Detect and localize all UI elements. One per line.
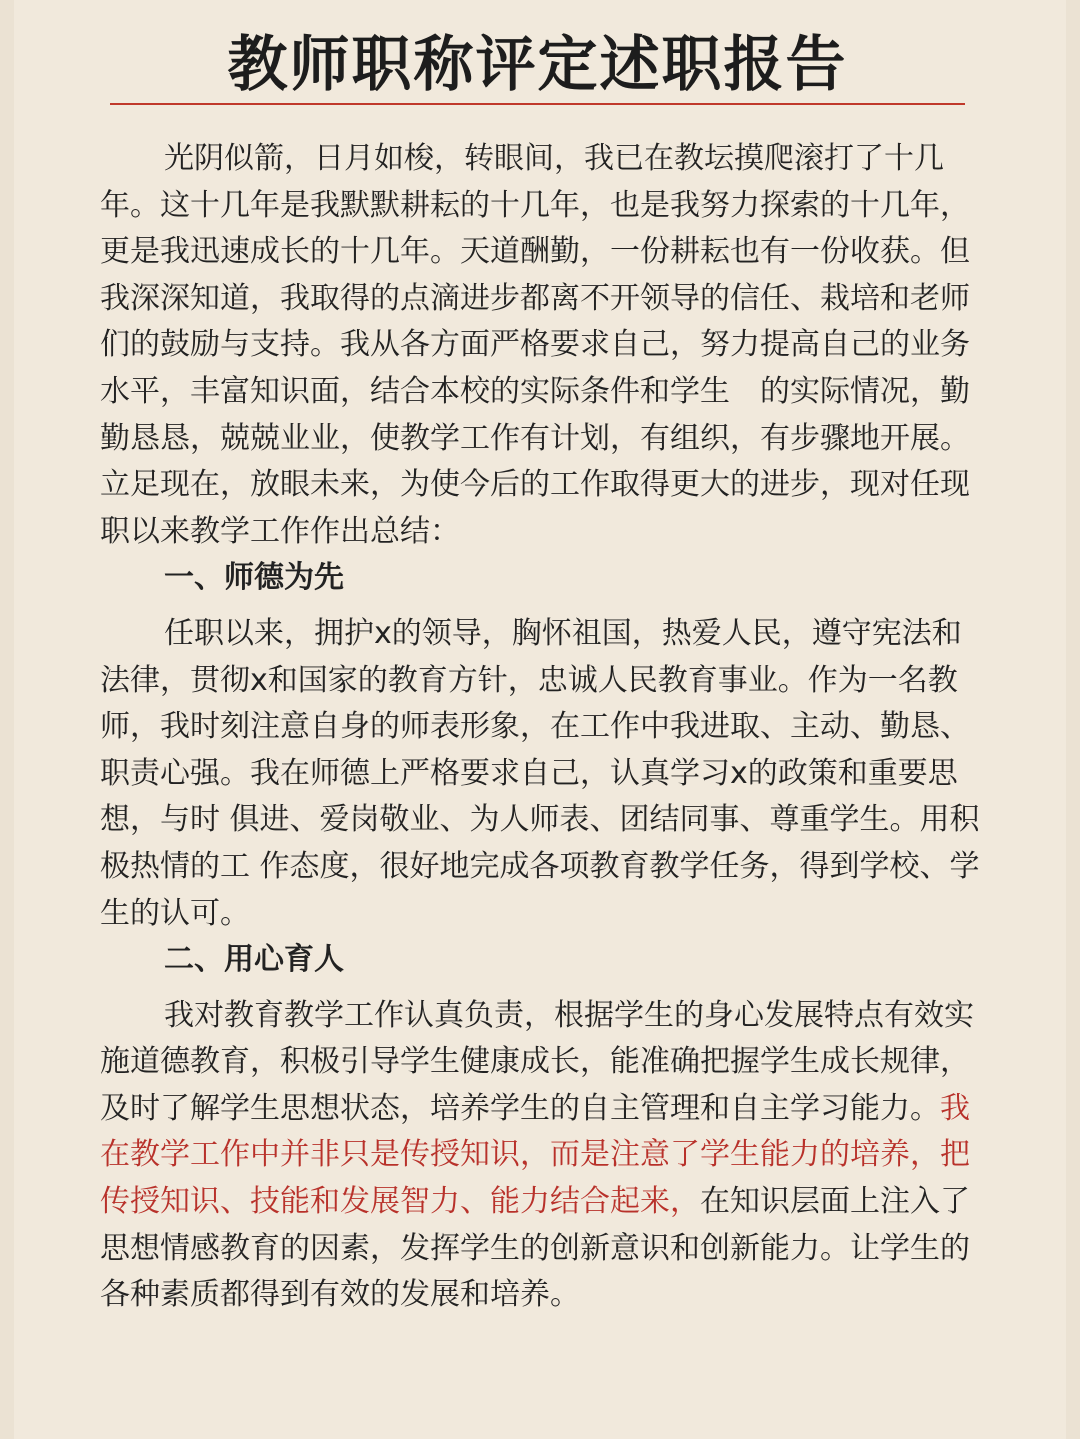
document-title: 教师职称评定述职报告 — [227, 30, 848, 100]
document-body — [100, 136, 980, 1319]
section2-highlight-text: 我在教学工作中并非只是传授知识，而是注意了学生能力的培养，把传授知识、技能和发展智力、能力结合起来， — [100, 1090, 970, 1220]
page-border-left — [0, 0, 14, 1439]
section2-text-b: 在知识层面上注入了思想情感教育的因素，发挥学生的创新意识和创新能力。让学生的各种素质都得到有效的发展和培养。 — [100, 1184, 970, 1313]
section2-text-a: 我对教育教学工作认真负责，根据学生的身心发展特点有效实施道德教育，积极引导学生健康成长，能准确把握学生成长规律，及时了解学生思想状态，培养学生的自主管理和自主学习能力。 — [100, 997, 974, 1126]
section1-paragraph: 任职以来，拥护x的领导，胸怀祖国，热爱人民，遵守宪法和法律，贯彻x和国家的教育方针，忠诚人民教育事业。作为一名教师，我时刻注意自身的师表形象，在工作中我进取、主动、勤恳、职责心强。我在师德上严格要求自己，认真学习x的政策和重要思想，与时 俱进、爱岗敬业、为人师表、团结同事、尊重学生。用积极热情的工 作态度，很好地完成各项教育教学任务，得到学校、学生的认可。 — [100, 615, 980, 931]
section2-heading: 二、用心育人 — [164, 942, 344, 978]
title-underline — [110, 103, 965, 105]
intro-paragraph: 光阴似箭，日月如梭，转眼间，我已在教坛摸爬滚打了十几年。这十几年是我默默耕耘的十几年，也是我努力探索的十几年，更是我迅速成长的十几年。天道酬勤，一份耕耘也有一份收获。但我深深知道，我取得的点滴进步都离不开领导的信任、栽培和老师们的鼓励与支持。我从各方面严格要求自己，努力提高自己的业务水平，丰富知识面，结合本校的实际条件和学生 的实际情况，勤勤恳恳，兢兢业业，使教学工作有计划，有组织，有步骤地开展。立足现在，放眼未来，为使今后的工作取得更大的进步，现对任现职以来教学工作作出总结： — [100, 141, 970, 549]
section1-heading: 一、师德为先 — [164, 560, 344, 596]
page-border-right — [1066, 0, 1080, 1439]
section2-paragraph — [100, 993, 980, 1319]
